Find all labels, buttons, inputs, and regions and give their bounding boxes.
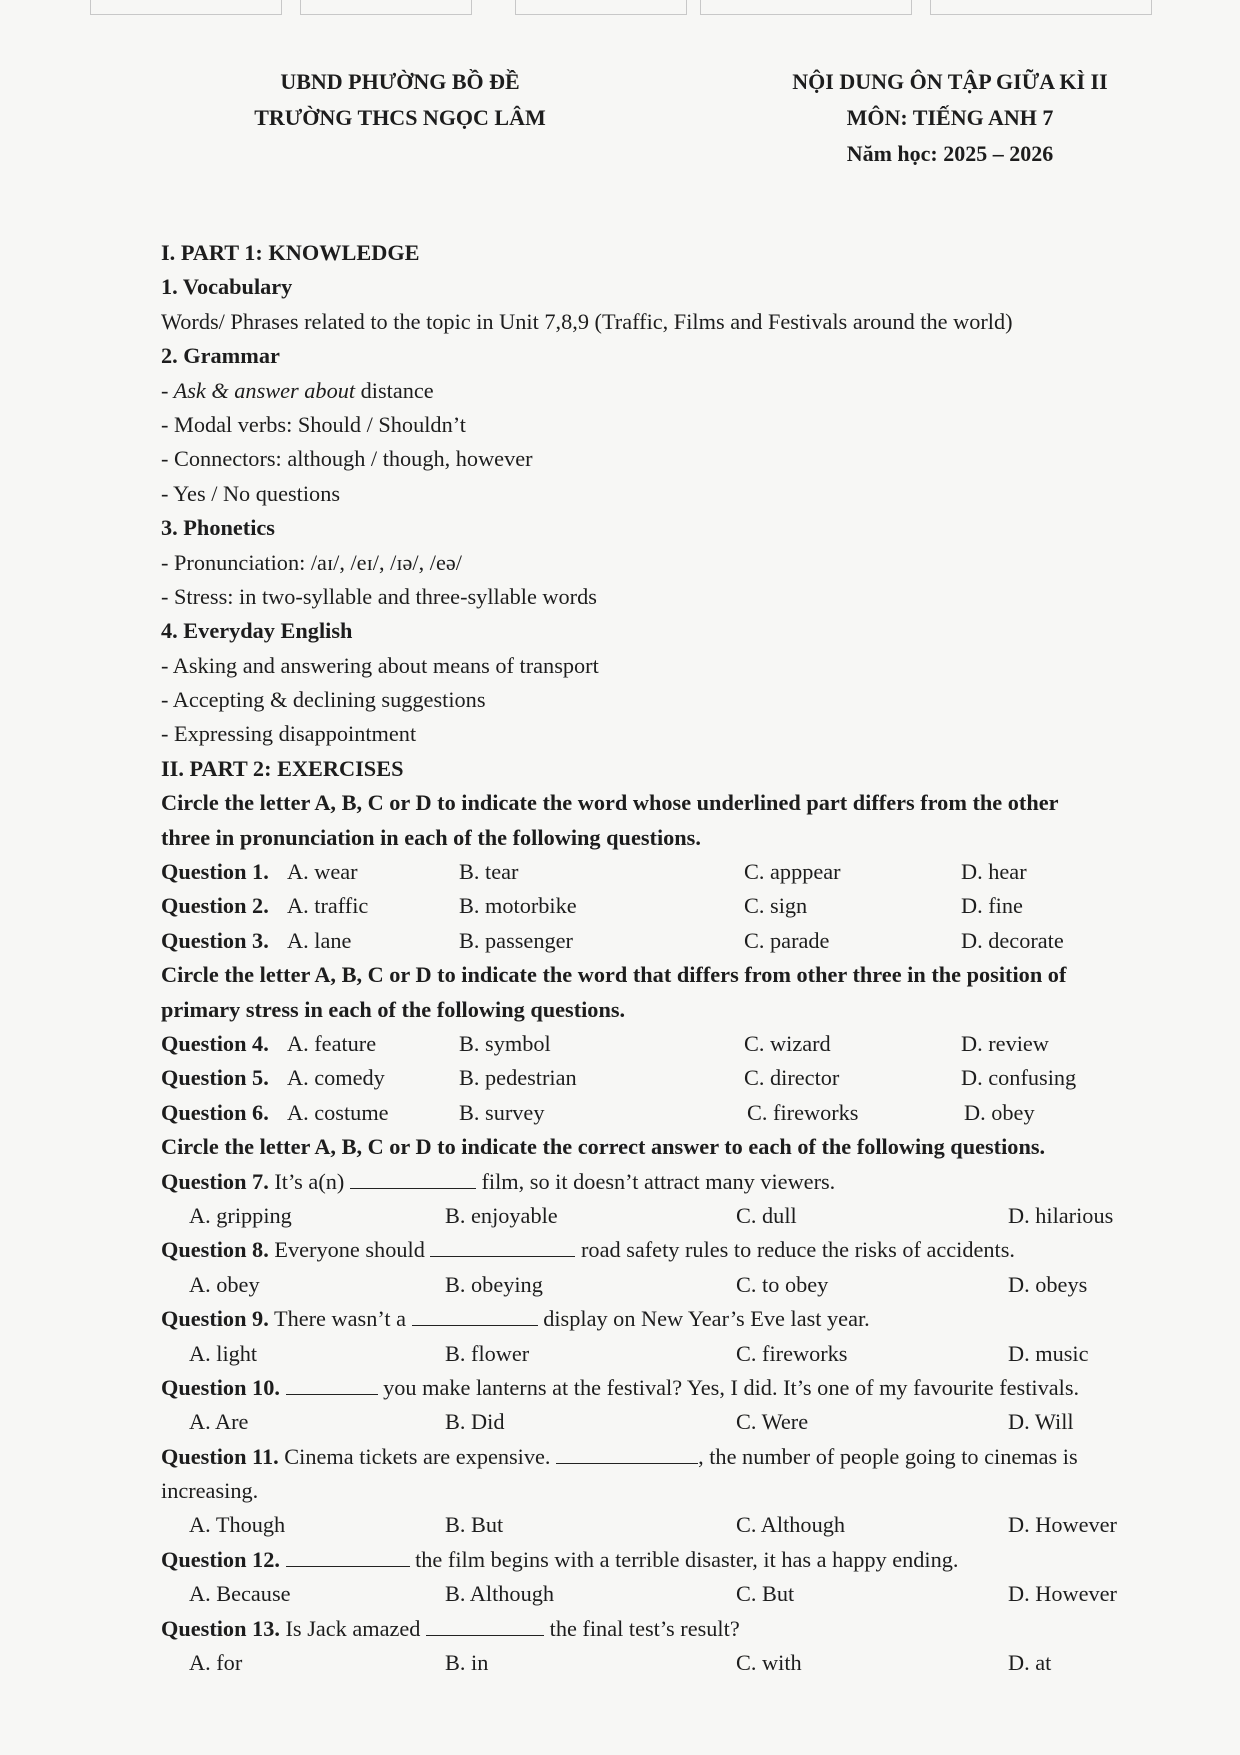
option-b: B. in: [445, 1650, 489, 1676]
option-c: C. sign: [744, 893, 808, 919]
question-label: Question 6.: [161, 1099, 269, 1125]
question-3: [161, 924, 1191, 958]
school-year: Năm học: 2025 – 2026: [846, 141, 1054, 166]
question-10-stem: Question 10. you make lanterns at the festival? Yes, I did. It’s one of my favourite festivals.: [161, 1371, 1191, 1405]
option-c: C. dull: [736, 1202, 797, 1228]
question-label: Question 4.: [161, 1030, 269, 1056]
option-c: C. Although: [736, 1512, 846, 1538]
question-6: [161, 1096, 1191, 1130]
option-d: D. obeys: [1008, 1271, 1088, 1297]
instruction: three in pronunciation in each of the following questions.: [161, 824, 701, 850]
answer-blank[interactable]: [286, 1544, 410, 1567]
option-d: D. at: [1008, 1650, 1052, 1676]
option-a: A. wear: [287, 859, 358, 885]
question-8-options: [161, 1268, 1191, 1302]
subject: MÔN: TIẾNG ANH 7: [846, 105, 1054, 130]
option-a: A. comedy: [287, 1065, 385, 1091]
option-d: D. hilarious: [1008, 1202, 1114, 1228]
authority-name: UBND PHƯỜNG BỒ ĐỀ: [280, 69, 520, 94]
option-b: B. passenger: [459, 927, 573, 953]
option-d: D. Will: [1008, 1409, 1074, 1435]
section-title: I. PART 1: KNOWLEDGE: [161, 240, 420, 265]
option-c: C. Were: [736, 1409, 809, 1435]
instruction: Circle the letter A, B, C or D to indicate the correct answer to each of the following questions.: [161, 1134, 1046, 1160]
question-9-stem: Question 9. There wasn’t a display on New Year’s Eve last year.: [161, 1302, 1191, 1336]
question-2: [161, 889, 1191, 923]
option-a: A. gripping: [189, 1202, 292, 1228]
option-b: B. symbol: [459, 1030, 551, 1056]
question-7-stem: Question 7. It’s a(n) film, so it doesn’t attract many viewers.: [161, 1165, 1191, 1199]
option-b: B. But: [445, 1512, 504, 1538]
option-b: B. enjoyable: [445, 1202, 558, 1228]
option-c: C. fireworks: [736, 1340, 848, 1366]
question-13-stem: Question 13. Is Jack amazed the final test’s result?: [161, 1612, 1191, 1646]
question-10-options: [161, 1405, 1191, 1439]
school-name: TRƯỜNG THCS NGỌC LÂM: [254, 105, 546, 130]
school-header: [200, 64, 600, 136]
question-1: [161, 855, 1191, 889]
exam-title: NỘI DUNG ÔN TẬP GIỮA KÌ II: [792, 69, 1108, 94]
scan-artifact: [515, 0, 687, 15]
option-c: C. wizard: [744, 1030, 831, 1056]
option-b: B. Did: [445, 1409, 505, 1435]
option-c: C. director: [744, 1065, 840, 1091]
subsection-title: 4. Everyday English: [161, 618, 353, 644]
question-label: Question 5.: [161, 1065, 269, 1091]
exam-header: [700, 64, 1200, 172]
option-a: A. for: [189, 1650, 243, 1676]
option-c: C. apppear: [744, 859, 841, 885]
question-4: [161, 1027, 1191, 1061]
question-9-options: [161, 1337, 1191, 1371]
subsection-title: 3. Phonetics: [161, 515, 275, 541]
option-d: D. decorate: [961, 927, 1064, 953]
question-label: Question 3.: [161, 927, 269, 953]
option-c: C. But: [736, 1581, 795, 1607]
scan-artifact: [700, 0, 912, 15]
list-item: - Expressing disappointment: [161, 721, 417, 747]
list-item: - Connectors: although / though, however: [161, 446, 533, 472]
list-item: - Modal verbs: Should / Shouldn’t: [161, 411, 466, 437]
answer-blank[interactable]: [350, 1166, 476, 1189]
option-a: A. light: [189, 1340, 258, 1366]
option-d: D. obey: [964, 1099, 1035, 1125]
option-a: A. Though: [189, 1512, 286, 1538]
option-a: A. obey: [189, 1271, 260, 1297]
instruction: primary stress in each of the following questions.: [161, 996, 626, 1022]
option-c: C. to obey: [736, 1271, 829, 1297]
option-d: D. However: [1008, 1512, 1117, 1538]
instruction: Circle the letter A, B, C or D to indicate the word that differs from other three in the position of: [161, 962, 1067, 988]
answer-blank[interactable]: [556, 1441, 698, 1464]
option-d: D. review: [961, 1030, 1049, 1056]
option-b: B. flower: [445, 1340, 530, 1366]
list-item: - Pronunciation: /aɪ/, /eɪ/, /ɪə/, /eə/: [161, 549, 462, 575]
option-b: B. pedestrian: [459, 1065, 577, 1091]
option-a: A. feature: [287, 1030, 377, 1056]
question-label: Question 2.: [161, 893, 269, 919]
option-b: B. motorbike: [459, 893, 577, 919]
question-5: [161, 1061, 1191, 1095]
question-13-options: [161, 1646, 1191, 1680]
option-a: A. Because: [189, 1581, 291, 1607]
list-item: - Ask & answer about distance: [161, 377, 434, 403]
question-11-options: [161, 1508, 1191, 1542]
question-12-stem: Question 12. the film begins with a terrible disaster, it has a happy ending.: [161, 1543, 1191, 1577]
option-a: A. costume: [287, 1099, 389, 1125]
option-d: D. However: [1008, 1581, 1117, 1607]
instruction: Circle the letter A, B, C or D to indicate the word whose underlined part differs from the other: [161, 790, 1059, 816]
scan-artifact: [930, 0, 1152, 15]
answer-blank[interactable]: [412, 1303, 538, 1326]
option-c: C. with: [736, 1650, 802, 1676]
option-d: D. confusing: [961, 1065, 1077, 1091]
paragraph: Words/ Phrases related to the topic in Unit 7,8,9 (Traffic, Films and Festivals around the world): [161, 308, 1013, 334]
option-c: C. fireworks: [747, 1099, 859, 1125]
option-d: D. fine: [961, 893, 1023, 919]
answer-blank[interactable]: [430, 1234, 575, 1257]
list-item: - Accepting & declining suggestions: [161, 687, 486, 713]
option-c: C. parade: [744, 927, 830, 953]
question-11-stem-cont: increasing.: [161, 1478, 259, 1504]
question-11-stem: Question 11. Cinema tickets are expensive. , the number of people going to cinemas is: [161, 1440, 1191, 1474]
question-7-options: [161, 1199, 1191, 1233]
list-item: - Asking and answering about means of transport: [161, 652, 599, 678]
option-b: B. Although: [445, 1581, 555, 1607]
document-body: [161, 236, 1191, 1680]
option-a: A. Are: [189, 1409, 249, 1435]
scan-artifact: [300, 0, 472, 15]
section-title: II. PART 2: EXERCISES: [161, 755, 404, 781]
option-d: D. hear: [961, 859, 1027, 885]
option-a: A. traffic: [287, 893, 369, 919]
option-b: B. survey: [459, 1099, 545, 1125]
subsection-title: 2. Grammar: [161, 343, 280, 369]
list-item: - Stress: in two-syllable and three-syllable words: [161, 583, 597, 609]
option-b: B. obeying: [445, 1271, 543, 1297]
answer-blank[interactable]: [426, 1613, 544, 1636]
list-item: - Yes / No questions: [161, 480, 341, 506]
question-label: Question 1.: [161, 859, 269, 885]
option-a: A. lane: [287, 927, 352, 953]
question-8-stem: Question 8. Everyone should road safety rules to reduce the risks of accidents.: [161, 1233, 1191, 1267]
answer-blank[interactable]: [286, 1372, 378, 1395]
subsection-title: 1. Vocabulary: [161, 274, 293, 300]
option-d: D. music: [1008, 1340, 1089, 1366]
question-12-options: [161, 1577, 1191, 1611]
scan-artifact: [90, 0, 282, 15]
option-b: B. tear: [459, 859, 519, 885]
